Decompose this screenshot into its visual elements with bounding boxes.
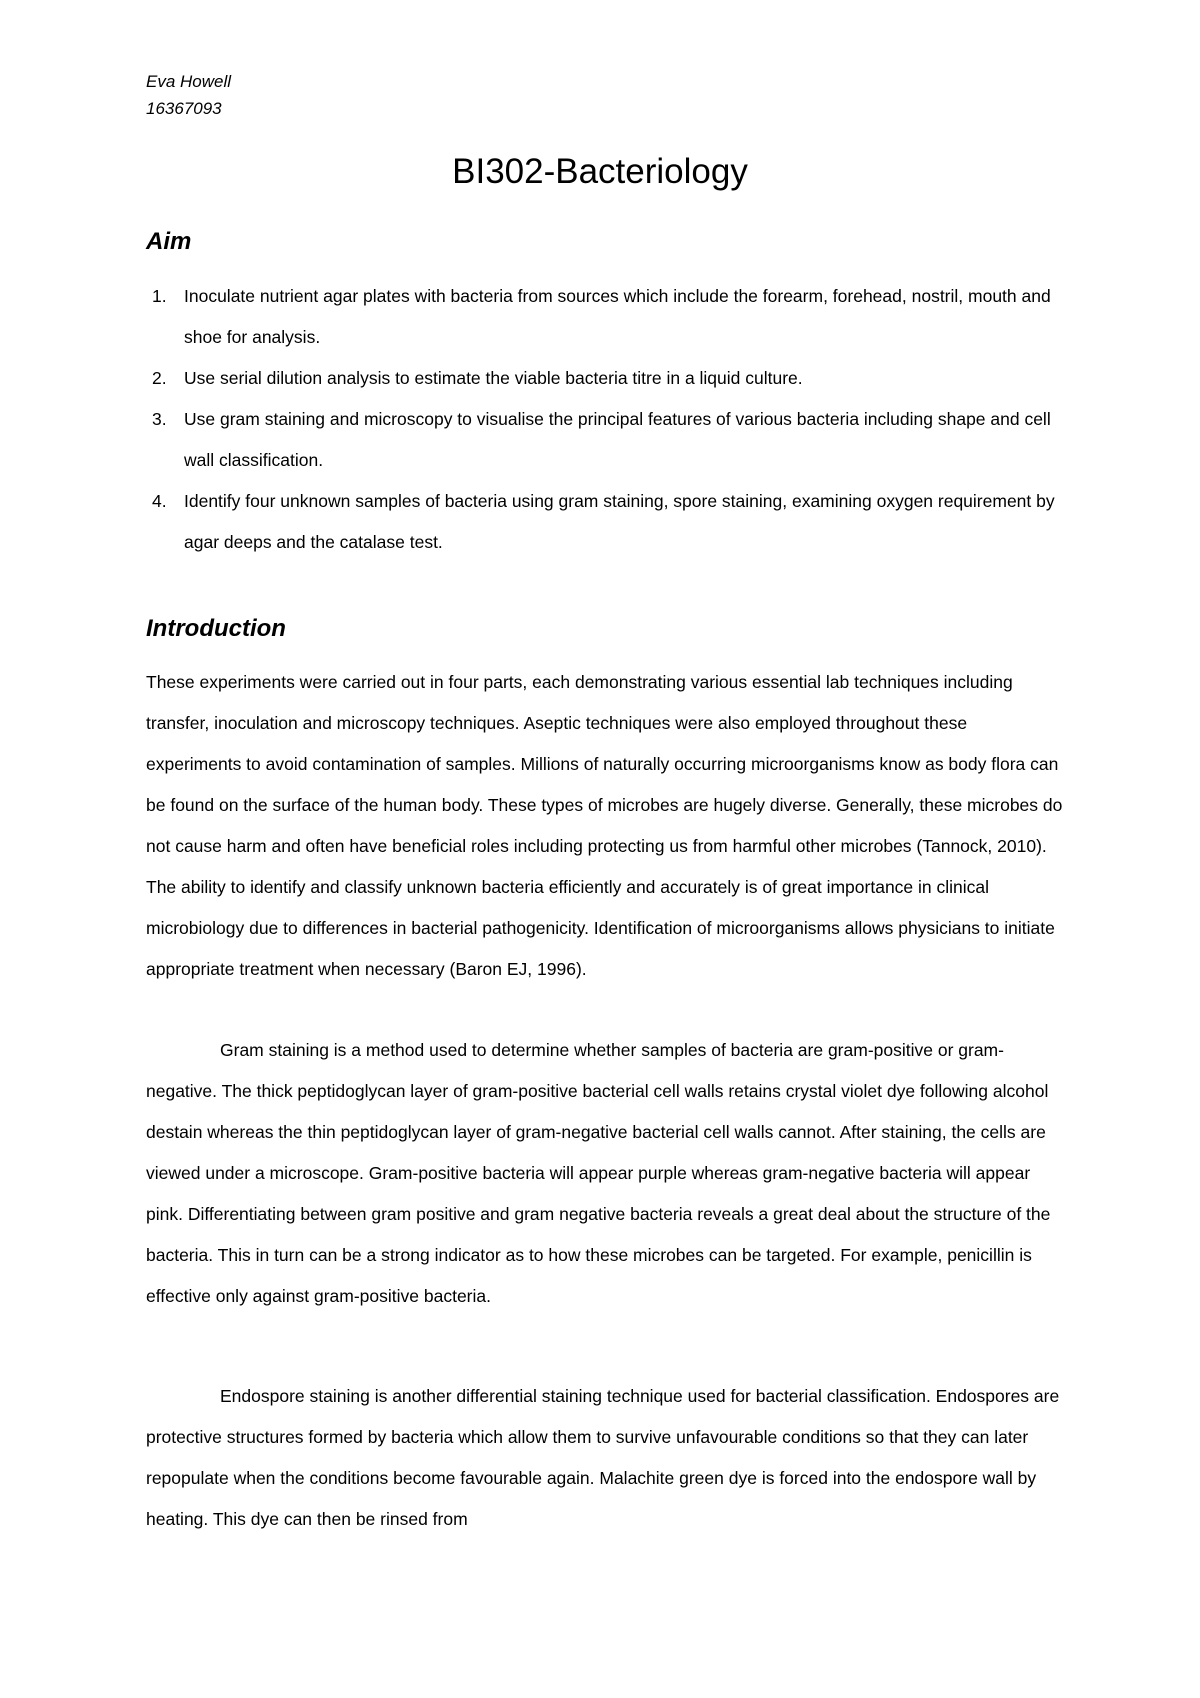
aim-item-number: 2. bbox=[152, 368, 167, 388]
student-id: 16367093 bbox=[146, 99, 222, 118]
introduction-paragraph: These experiments were carried out in four parts, each demonstrating various essential lab techniques including transfer, inoculation and microscopy techniques. Aseptic techniques were also employed throughout these experiments to avoid contamination of samples. Millions of naturally occurring microorganisms know as body flora can be found on the surface of the human body. These types of microbes are hugely diverse. Generally, these microbes do not cause harm and often have beneficial roles including protecting us from harmful other microbes (Tannock, 2010). The ability to identify and classify unknown bacteria efficiently and accurately is of great importance in clinical microbiology due to differences in bacterial pathogenicity. Identification of microorganisms allows physicians to initiate appropriate treatment when necessary (Baron EJ, 1996). bbox=[146, 672, 1063, 979]
aim-item bbox=[146, 276, 1076, 358]
aim-item-number: 4. bbox=[152, 491, 167, 511]
aim-item-text: Inoculate nutrient agar plates with bacteria from sources which include the forearm, forehead, nostril, mouth and shoe for analysis. bbox=[184, 286, 1051, 347]
aim-item-text: Use gram staining and microscopy to visualise the principal features of various bacteria including shape and cell wall classification. bbox=[184, 409, 1051, 470]
aim-heading: Aim bbox=[146, 228, 192, 255]
endospore-paragraph: Endospore staining is another differential staining technique used for bacterial classification. Endospores are protective structures formed by bacteria which allow them to survive unfavourable conditions so that they can later repopulate when the conditions become favourable again. Malachite green dye is forced into the endospore wall by heating. This dye can then be rinsed from bbox=[146, 1386, 1060, 1529]
author-header bbox=[146, 68, 231, 122]
aim-item-number: 1. bbox=[152, 286, 167, 306]
aim-item bbox=[146, 399, 1076, 481]
aim-item-number: 3. bbox=[152, 409, 167, 429]
aim-item bbox=[146, 481, 1076, 563]
gram-staining-paragraph: Gram staining is a method used to determine whether samples of bacteria are gram-positive or gram-negative. The thick peptidoglycan layer of gram-positive bacterial cell walls retains crystal violet dye following alcohol destain whereas the thin peptidoglycan layer of gram-negative bacterial cell walls cannot. After staining, the cells are viewed under a microscope. Gram-positive bacteria will appear purple whereas gram-negative bacteria will appear pink. Differentiating between gram positive and gram negative bacteria reveals a great deal about the structure of the bacteria. This in turn can be a strong indicator as to how these microbes can be targeted. For example, penicillin is effective only against gram-positive bacteria. bbox=[146, 1040, 1051, 1306]
author-name: Eva Howell bbox=[146, 72, 232, 91]
aim-list bbox=[146, 276, 1076, 563]
introduction-heading: Introduction bbox=[146, 615, 286, 642]
aim-item bbox=[146, 358, 1076, 399]
document-title: BI302-Bacteriology bbox=[452, 152, 748, 191]
aim-item-text: Identify four unknown samples of bacteria using gram staining, spore staining, examining oxygen requirement by agar deeps and the catalase test. bbox=[184, 491, 1055, 552]
aim-item-text: Use serial dilution analysis to estimate the viable bacteria titre in a liquid culture. bbox=[184, 368, 803, 388]
